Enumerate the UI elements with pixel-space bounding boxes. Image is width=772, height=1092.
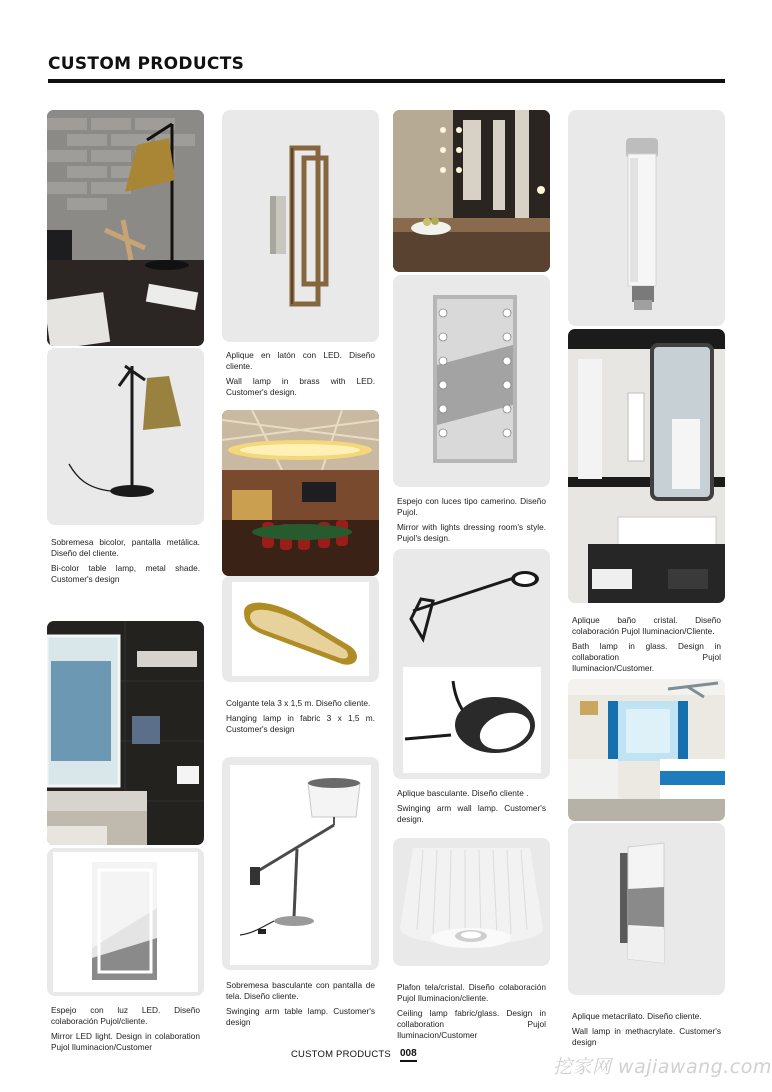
caption-es: Aplique basculante. Diseño cliente . <box>397 788 529 798</box>
title-rule <box>48 79 725 83</box>
watermark: 挖家网 wajiawang.com <box>553 1056 772 1078</box>
caption-en: Swinging arm wall lamp. Customer's design. <box>397 803 546 824</box>
ceiling-lamp-caption <box>397 982 546 1041</box>
ceiling-lamp-product-card <box>393 838 550 966</box>
caption-es: Aplique en latón con LED. Diseño cliente. <box>226 350 375 371</box>
caption-en: Bi-color table lamp, metal shade. Customer's design <box>51 563 200 584</box>
brass-wall-lamp-caption <box>226 350 375 398</box>
fabric-pendant-caption <box>226 698 375 735</box>
led-mirror-caption <box>51 1005 200 1053</box>
methacrylate-lamp-product-card <box>568 823 725 995</box>
glass-bath-lamp-caption <box>572 615 721 674</box>
bicolor-lamp-product-card <box>47 348 204 525</box>
caption-es: Plafon tela/cristal. Diseño colaboración Pujol Iluminacion/cliente. <box>397 982 546 1003</box>
caption-en: Swinging arm table lamp. Customer's design <box>226 1006 375 1027</box>
caption-es: Sobremesa bicolor, pantalla metálica. Diseño del cliente. <box>51 537 200 558</box>
led-mirror-bathroom-photo <box>47 621 204 845</box>
swing-table-lamp-product-card <box>222 757 379 970</box>
hotel-bedroom-photo <box>568 679 725 821</box>
dressing-mirror-caption <box>397 496 546 544</box>
dressing-room-photo <box>393 110 550 272</box>
caption-en: Ceiling lamp fabric/glass. Design in collaboration Pujol Iluminacion/Customer <box>397 1008 546 1040</box>
bicolor-lamp-desk-photo <box>47 110 204 346</box>
caption-es: Aplique baño cristal. Diseño colaboración Pujol Iluminacion/Cliente. <box>572 615 721 636</box>
caption-en: Mirror LED light. Design in colaboration Pujol Iluminacion/Customer <box>51 1031 200 1052</box>
led-mirror-product-card <box>47 848 204 996</box>
caption-es: Espejo con luz LED. Diseño colaboración Pujol/cliente. <box>51 1005 200 1026</box>
bathroom-glass-lamp-photo <box>568 329 725 603</box>
caption-en: Hanging lamp in fabric 3 x 1,5 m. Customer's design <box>226 713 375 734</box>
page-title: CUSTOM PRODUCTS <box>48 54 245 74</box>
methacrylate-lamp-caption <box>572 1011 721 1048</box>
caption-es: Aplique metacrilato. Diseño cliente. <box>572 1011 702 1021</box>
bicolor-lamp-caption <box>51 537 200 585</box>
fabric-pendant-product-card <box>222 576 379 682</box>
glass-bath-lamp-product-card <box>568 110 725 326</box>
swing-table-lamp-caption <box>226 980 375 1028</box>
caption-en: Wall lamp in brass with LED. Customer's design. <box>226 376 375 397</box>
caption-en: Mirror with lights dressing room's style. Pujol's design. <box>397 522 546 543</box>
page-number: 008 <box>400 1048 417 1062</box>
caption-es: Espejo con luces tipo camerino. Diseño Pujol. <box>397 496 546 517</box>
swing-wall-lamp-product-card <box>393 549 550 779</box>
casino-pendant-photo <box>222 410 379 576</box>
swing-wall-lamp-caption <box>397 788 546 825</box>
caption-es: Sobremesa basculante con pantalla de tela. Diseño cliente. <box>226 980 375 1001</box>
brass-wall-lamp-product-card <box>222 110 379 342</box>
caption-en: Wall lamp in methacrylate. Customer's design <box>572 1026 721 1047</box>
dressing-mirror-product-card <box>393 275 550 487</box>
footer-section-label: CUSTOM PRODUCTS <box>291 1049 391 1060</box>
caption-es: Colgante tela 3 x 1,5 m. Diseño cliente. <box>226 698 371 708</box>
caption-en: Bath lamp in glass. Design in collaboration Pujol Iluminacion/Customer. <box>572 641 721 673</box>
